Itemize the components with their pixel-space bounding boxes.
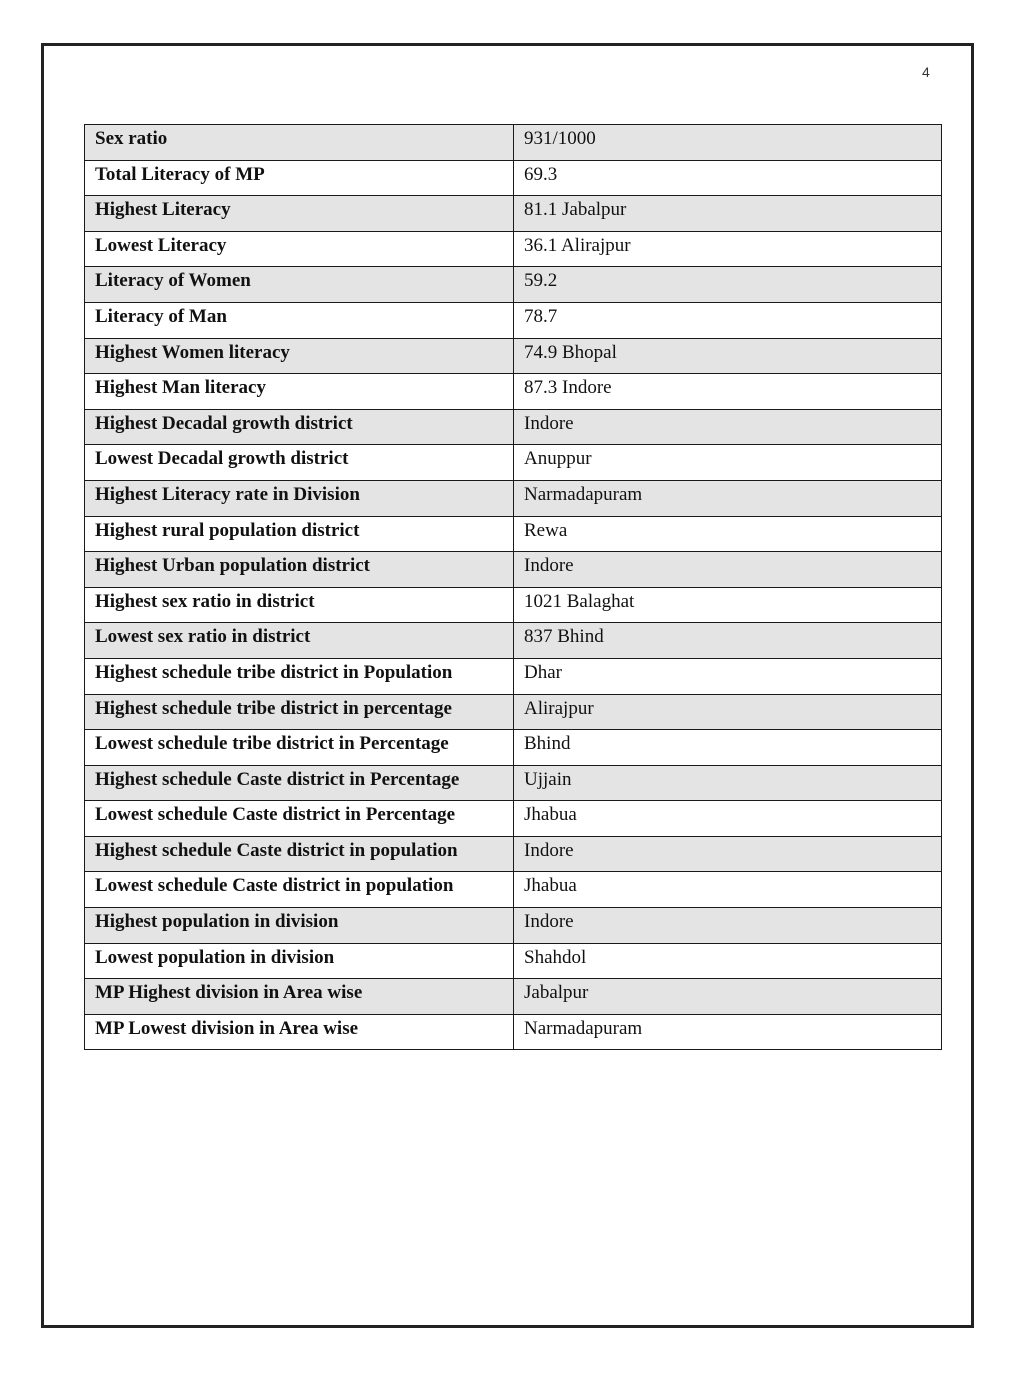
row-value: Dhar — [514, 658, 942, 694]
row-value: Rewa — [514, 516, 942, 552]
row-value: Indore — [514, 409, 942, 445]
table-row — [85, 160, 942, 196]
table-row — [85, 374, 942, 410]
row-label: Literacy of Women — [85, 267, 514, 303]
row-value: Ujjain — [514, 765, 942, 801]
row-value: 69.3 — [514, 160, 942, 196]
row-label: Highest schedule tribe district in percentage — [85, 694, 514, 730]
row-value: 74.9 Bhopal — [514, 338, 942, 374]
row-value: 87.3 Indore — [514, 374, 942, 410]
row-label: Highest Women literacy — [85, 338, 514, 374]
row-value: 1021 Balaghat — [514, 587, 942, 623]
row-label: Lowest schedule tribe district in Percentage — [85, 730, 514, 766]
row-value: Narmadapuram — [514, 480, 942, 516]
table-row — [85, 267, 942, 303]
statistics-table-body — [85, 125, 942, 1050]
row-label: Lowest schedule Caste district in population — [85, 872, 514, 908]
table-row — [85, 445, 942, 481]
row-value: Indore — [514, 836, 942, 872]
table-row — [85, 836, 942, 872]
row-label: Total Literacy of MP — [85, 160, 514, 196]
table-row — [85, 231, 942, 267]
row-label: Highest Literacy — [85, 196, 514, 232]
row-label: Highest schedule tribe district in Population — [85, 658, 514, 694]
row-label: Sex ratio — [85, 125, 514, 161]
row-label: Highest schedule Caste district in Percentage — [85, 765, 514, 801]
table-row — [85, 552, 942, 588]
row-label: Lowest population in division — [85, 943, 514, 979]
table-row — [85, 730, 942, 766]
row-label: Lowest schedule Caste district in Percentage — [85, 801, 514, 837]
row-value: Anuppur — [514, 445, 942, 481]
table-row — [85, 801, 942, 837]
table-row — [85, 587, 942, 623]
row-value: 931/1000 — [514, 125, 942, 161]
table-row — [85, 409, 942, 445]
row-value: Jabalpur — [514, 979, 942, 1015]
row-value: Shahdol — [514, 943, 942, 979]
row-label: MP Highest division in Area wise — [85, 979, 514, 1015]
row-value: Bhind — [514, 730, 942, 766]
table-row — [85, 302, 942, 338]
row-value: Alirajpur — [514, 694, 942, 730]
table-row — [85, 480, 942, 516]
table-row — [85, 979, 942, 1015]
table-row — [85, 1014, 942, 1050]
row-label: Literacy of Man — [85, 302, 514, 338]
statistics-table — [84, 124, 942, 1050]
table-row — [85, 516, 942, 552]
row-label: Highest population in division — [85, 908, 514, 944]
table-row — [85, 338, 942, 374]
table-row — [85, 765, 942, 801]
row-value: 78.7 — [514, 302, 942, 338]
row-value: Jhabua — [514, 872, 942, 908]
row-label: Highest sex ratio in district — [85, 587, 514, 623]
row-label: Lowest sex ratio in district — [85, 623, 514, 659]
row-label: MP Lowest division in Area wise — [85, 1014, 514, 1050]
table-row — [85, 908, 942, 944]
row-value: Narmadapuram — [514, 1014, 942, 1050]
row-value: Indore — [514, 552, 942, 588]
table-row — [85, 125, 942, 161]
row-value: 36.1 Alirajpur — [514, 231, 942, 267]
row-label: Highest rural population district — [85, 516, 514, 552]
page-number: 4 — [922, 64, 930, 80]
row-label: Highest Decadal growth district — [85, 409, 514, 445]
table-row — [85, 872, 942, 908]
table-row — [85, 196, 942, 232]
row-label: Highest Man literacy — [85, 374, 514, 410]
row-value: 81.1 Jabalpur — [514, 196, 942, 232]
row-value: 59.2 — [514, 267, 942, 303]
row-value: Jhabua — [514, 801, 942, 837]
table-row — [85, 943, 942, 979]
table-row — [85, 694, 942, 730]
row-label: Highest Literacy rate in Division — [85, 480, 514, 516]
row-label: Lowest Decadal growth district — [85, 445, 514, 481]
table-row — [85, 623, 942, 659]
row-value: Indore — [514, 908, 942, 944]
table-row — [85, 658, 942, 694]
row-label: Lowest Literacy — [85, 231, 514, 267]
row-label: Highest schedule Caste district in population — [85, 836, 514, 872]
row-label: Highest Urban population district — [85, 552, 514, 588]
row-value: 837 Bhind — [514, 623, 942, 659]
